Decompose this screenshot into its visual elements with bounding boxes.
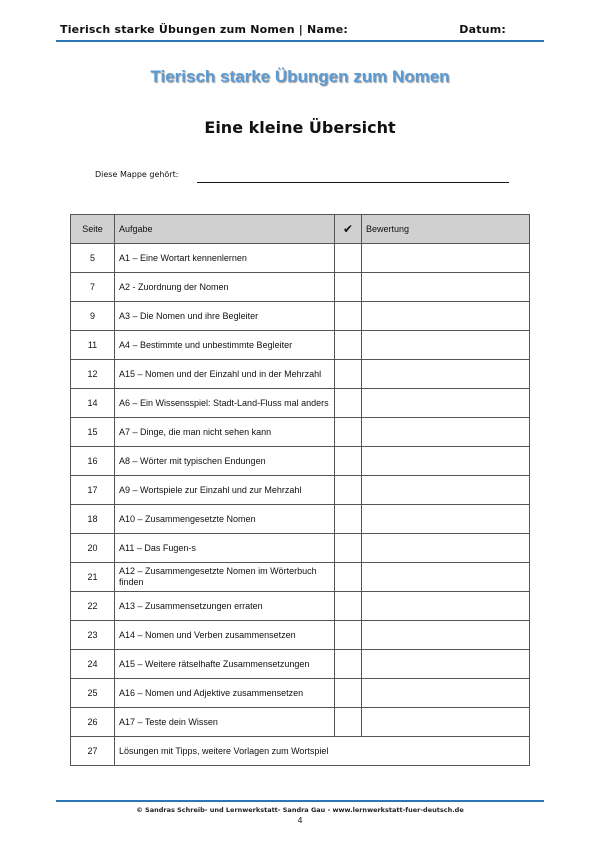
row-page-number: 26 <box>71 708 115 737</box>
row-page-number: 25 <box>71 679 115 708</box>
row-checkbox-cell[interactable] <box>335 418 362 447</box>
row-rating-cell[interactable] <box>362 650 530 679</box>
row-rating-cell[interactable] <box>362 592 530 621</box>
row-checkbox-cell[interactable] <box>335 534 362 563</box>
row-rating-cell[interactable] <box>362 389 530 418</box>
table-row <box>71 273 530 302</box>
row-task-title: A15 – Nomen und der Einzahl und in der Mehrzahl <box>115 360 335 389</box>
row-rating-cell[interactable] <box>362 302 530 331</box>
table-row-final <box>71 737 530 766</box>
row-page-number: 5 <box>71 244 115 273</box>
row-rating-cell[interactable] <box>362 244 530 273</box>
row-task-title: A11 – Das Fugen-s <box>115 534 335 563</box>
table-row <box>71 302 530 331</box>
row-task-title: Lösungen mit Tipps, weitere Vorlagen zum Wortspiel <box>115 737 530 766</box>
column-header-rating: Bewertung <box>362 215 530 244</box>
row-rating-cell[interactable] <box>362 679 530 708</box>
row-rating-cell[interactable] <box>362 273 530 302</box>
table-row <box>71 534 530 563</box>
header-date-label: Datum: <box>459 23 506 36</box>
row-page-number: 14 <box>71 389 115 418</box>
row-task-title: A16 – Nomen und Adjektive zusammensetzen <box>115 679 335 708</box>
row-page-number: 9 <box>71 302 115 331</box>
row-checkbox-cell[interactable] <box>335 563 362 592</box>
row-task-title: A1 – Eine Wortart kennenlernen <box>115 244 335 273</box>
row-rating-cell[interactable] <box>362 476 530 505</box>
worksheet-subtitle: Tierisch starke Übungen zum Nomen <box>150 67 450 86</box>
row-checkbox-cell[interactable] <box>335 447 362 476</box>
row-checkbox-cell[interactable] <box>335 592 362 621</box>
column-header-task: Aufgabe <box>115 215 335 244</box>
owner-label: Diese Mappe gehört: <box>95 170 179 179</box>
row-rating-cell[interactable] <box>362 447 530 476</box>
row-rating-cell[interactable] <box>362 360 530 389</box>
table-row <box>71 505 530 534</box>
overview-table <box>70 214 530 766</box>
table-row <box>71 360 530 389</box>
row-checkbox-cell[interactable] <box>335 708 362 737</box>
row-checkbox-cell[interactable] <box>335 476 362 505</box>
row-page-number: 11 <box>71 331 115 360</box>
row-task-title: A2 - Zuordnung der Nomen <box>115 273 335 302</box>
row-checkbox-cell[interactable] <box>335 244 362 273</box>
table-row <box>71 621 530 650</box>
table-row <box>71 331 530 360</box>
row-checkbox-cell[interactable] <box>335 360 362 389</box>
row-task-title: A10 – Zusammengesetzte Nomen <box>115 505 335 534</box>
row-checkbox-cell[interactable] <box>335 302 362 331</box>
row-checkbox-cell[interactable] <box>335 505 362 534</box>
row-checkbox-cell[interactable] <box>335 621 362 650</box>
row-checkbox-cell[interactable] <box>335 389 362 418</box>
row-task-title: A12 – Zusammengesetzte Nomen im Wörterbuch finden <box>115 563 335 592</box>
row-rating-cell[interactable] <box>362 331 530 360</box>
table-row <box>71 244 530 273</box>
table-header-row <box>71 215 530 244</box>
row-page-number: 17 <box>71 476 115 505</box>
footer-divider <box>56 800 544 802</box>
page-number: 4 <box>297 816 303 825</box>
row-page-number: 20 <box>71 534 115 563</box>
row-checkbox-cell[interactable] <box>335 331 362 360</box>
page-title: Eine kleine Übersicht <box>204 118 396 137</box>
row-rating-cell[interactable] <box>362 708 530 737</box>
row-task-title: A14 – Nomen und Verben zusammensetzen <box>115 621 335 650</box>
checkmark-icon: ✔ <box>335 215 362 244</box>
row-task-title: A4 – Bestimmte und unbestimmte Begleiter <box>115 331 335 360</box>
row-page-number: 22 <box>71 592 115 621</box>
table-row <box>71 592 530 621</box>
table-row <box>71 476 530 505</box>
row-page-number: 24 <box>71 650 115 679</box>
row-checkbox-cell[interactable] <box>335 679 362 708</box>
row-rating-cell[interactable] <box>362 621 530 650</box>
header-name-label: Tierisch starke Übungen zum Nomen | Name: <box>60 23 348 36</box>
row-page-number: 27 <box>71 737 115 766</box>
table-row <box>71 389 530 418</box>
page-header <box>56 20 544 42</box>
row-task-title: A7 – Dinge, die man nicht sehen kann <box>115 418 335 447</box>
row-rating-cell[interactable] <box>362 534 530 563</box>
row-page-number: 23 <box>71 621 115 650</box>
row-page-number: 18 <box>71 505 115 534</box>
row-rating-cell[interactable] <box>362 505 530 534</box>
row-task-title: A13 – Zusammensetzungen erraten <box>115 592 335 621</box>
row-page-number: 21 <box>71 563 115 592</box>
column-header-page: Seite <box>71 215 115 244</box>
row-task-title: A17 – Teste dein Wissen <box>115 708 335 737</box>
row-task-title: A6 – Ein Wissensspiel: Stadt-Land-Fluss mal anders <box>115 389 335 418</box>
row-rating-cell[interactable] <box>362 418 530 447</box>
row-page-number: 12 <box>71 360 115 389</box>
table-row <box>71 679 530 708</box>
table-row <box>71 650 530 679</box>
row-checkbox-cell[interactable] <box>335 273 362 302</box>
row-task-title: A15 – Weitere rätselhafte Zusammensetzungen <box>115 650 335 679</box>
row-rating-cell[interactable] <box>362 563 530 592</box>
row-task-title: A9 – Wortspiele zur Einzahl und zur Mehrzahl <box>115 476 335 505</box>
row-page-number: 7 <box>71 273 115 302</box>
table-row <box>71 418 530 447</box>
row-task-title: A3 – Die Nomen und ihre Begleiter <box>115 302 335 331</box>
table-row <box>71 708 530 737</box>
row-page-number: 16 <box>71 447 115 476</box>
row-task-title: A8 – Wörter mit typischen Endungen <box>115 447 335 476</box>
table-row <box>71 447 530 476</box>
row-checkbox-cell[interactable] <box>335 650 362 679</box>
owner-write-line <box>197 182 509 183</box>
row-page-number: 15 <box>71 418 115 447</box>
table-row <box>71 563 530 592</box>
footer-credit: © Sandras Schreib- und Lernwerkstatt- Sandra Gau - www.lernwerkstatt-fuer-deutsch.de <box>136 806 464 814</box>
